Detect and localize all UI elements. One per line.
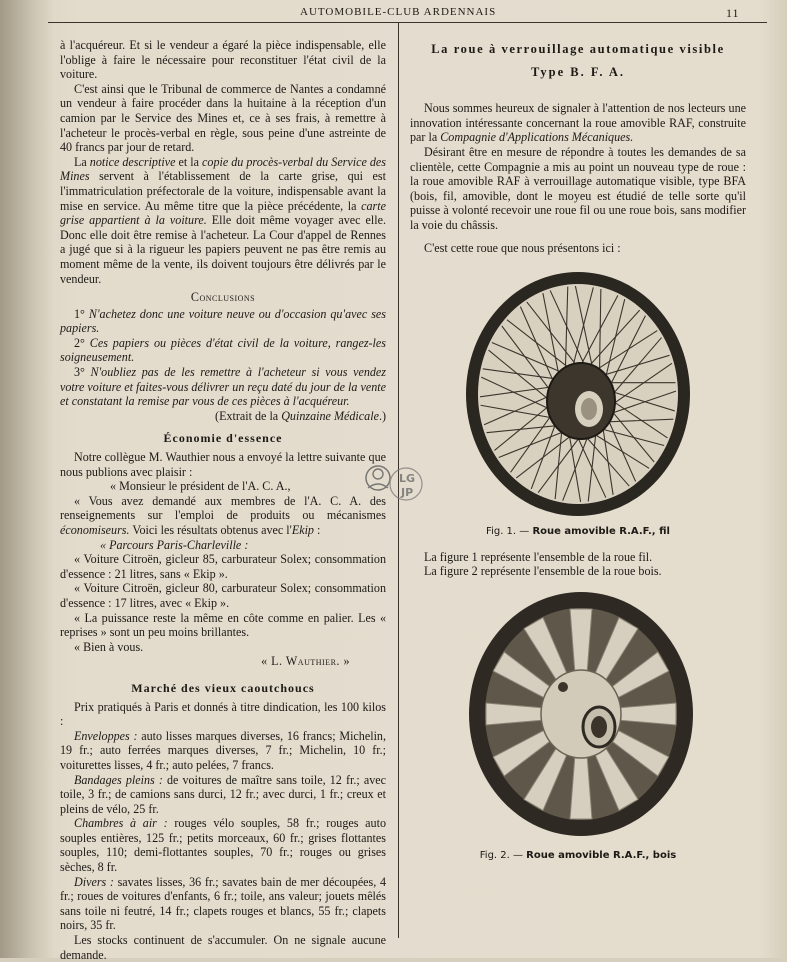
paragraph: « Voiture Citroën, gicleur 80, carburateur Solex; consommation d'essence : 17 litres, avec « Ekip ». <box>60 581 386 610</box>
conclusion-item: 2° Ces papiers ou pièces d'état civil de la voiture, rangez-les soigneusement. <box>60 336 386 365</box>
article-title: La roue à verrouillage automatique visible <box>410 42 746 57</box>
paragraph: Désirant être en mesure de répondre à toutes les demandes de sa clientèle, cette Compagnie a mis au point un nouveau type de roue : la roue amovible RAF à verrouillage automatique visible, type BFA (bois, fil, amovible, dont le moyeu est étudié de telle sorte qu'il puisse à volonté recevoir une roue fil ou une roue bois, sans modifier la voie du châssis. <box>410 145 746 233</box>
paragraph: à l'acquéreur. Et si le vendeur a égaré la pièce indispensable, elle l'oblige à faire le nécessaire pour reconstituer l'état civil de la voiture. <box>60 38 386 82</box>
wire-wheel-photo <box>463 269 693 519</box>
page-number: 11 <box>726 6 740 21</box>
conclusion-item: 1° N'achetez donc une voiture neuve ou d'occasion qu'avec ses papiers. <box>60 307 386 336</box>
paragraph: « Vous avez demandé aux membres de l'A. C. A. des renseignements sur l'emploi de produits ou mécanismes économiseurs. Voici les résultats obtenus avec l'Ekip : <box>60 494 386 538</box>
paragraph: Les stocks continuent de s'accumuler. On ne signale aucune demande. <box>60 933 386 962</box>
figure-description: La figure 2 représente l'ensemble de la roue bois. <box>424 564 746 579</box>
letter-signature: « L. Wauthier. » <box>60 654 386 669</box>
price-list-item: Bandages pleins : de voitures de maître sans toile, 12 fr.; avec toile, 3 fr.; de camions sans durci, 12 fr.; avec durci, 1 fr.; creux et pleins de vélo, 25 fr. <box>60 773 386 817</box>
paragraph: C'est ainsi que le Tribunal de commerce de Nantes a condamné un vendeur à faire procéder dans la huitaine à la réception d'un camion par le Service des Mines et, ce à ses frais, à remettre à l'acheteur le procès-verbal en règle, sous peine d'une astreinte de 40 francs par jour de retard. <box>60 82 386 155</box>
header-title: AUTOMOBILE-CLUB ARDENNAIS <box>300 6 496 18</box>
paragraph: « Bien à vous. <box>60 640 386 655</box>
conclusions-heading: Conclusions <box>60 290 386 305</box>
figure-2-caption: Fig. 2. — Roue amovible R.A.F., bois <box>410 849 746 864</box>
paragraph: C'est cette roue que nous présentons ici : <box>410 241 746 256</box>
price-list-item: Enveloppes : auto lisses marques diverses, 16 francs; Michelin, 19 fr.; auto ferrées marques diverses, 7 fr.; Michelin, 10 fr.; voiturettes lisses, 4 fr.; auto pelées, 7 francs. <box>60 729 386 773</box>
article-subtitle: Type B. F. A. <box>410 65 746 80</box>
paragraph: La notice descriptive et la copie du procès-verbal du Service des Mines servent à l'établissement de la carte grise, qui est l'immatriculation préfectorale de la voiture, indispensable avant la mise en service. Au même titre que la pièce précédente, la carte grise appartient à la voiture. Elle doit même voyager avec elle. Donc elle doit être remise à l'acheteur. La Cour d'appel de Rennes a jugé que si à la rigueur les papiers peuvent ne pas être remis au moment même de la vente, ils doivent toujours être délivrés par le vendeur. <box>60 155 386 286</box>
section-heading-marche: Marché des vieux caoutchoucs <box>60 681 386 696</box>
figure-1-caption: Fig. 1. — Roue amovible R.A.F., fil <box>410 525 746 540</box>
paragraph: Nous sommes heureux de signaler à l'attention de nos lecteurs une innovation intéressante concernant la roue amovible RAF, construite par la Compagnie d'Applications Mécaniques. <box>410 101 746 145</box>
source-citation: (Extrait de la Quinzaine Médicale.) <box>60 409 386 424</box>
svg-text:JP: JP <box>400 486 413 499</box>
binding-shadow <box>0 0 54 958</box>
paragraph: « La puissance reste la même en côte comme en palier. Les « reprises » sont un peu moins brillantes. <box>60 611 386 640</box>
section-heading-economie: Économie d'essence <box>60 431 386 446</box>
left-column <box>60 38 386 962</box>
svg-text:LG: LG <box>399 472 415 485</box>
figure-description: La figure 1 représente l'ensemble de la roue fil. <box>424 550 746 565</box>
header-rule <box>48 22 767 23</box>
running-header <box>0 4 787 22</box>
paragraph: « Voiture Citroën, gicleur 85, carburateur Solex; consommation d'essence : 21 litres, sans « Ekip ». <box>60 552 386 581</box>
paragraph: « Parcours Paris-Charleville : <box>60 538 386 553</box>
paragraph: Notre collègue M. Wauthier nous a envoyé la lettre suivante que nous publions avec plaisir : <box>60 450 386 479</box>
right-column <box>410 38 746 874</box>
price-list-item: Chambres à air : rouges vélo souples, 58 fr.; rouges auto souples entières, 125 fr.; petits morceaux, 60 fr.; grises flottantes souples, 110; demi-flottantes souples, 70 fr.; rouges ou grises sèches, 8 fr. <box>60 816 386 874</box>
wooden-wheel-photo <box>463 589 693 839</box>
price-list-item: Divers : savates lisses, 36 fr.; savates bain de mer découpées, 4 fr.; roues de voitures d'enfants, 6 fr.; toile, ans valeur; jouets mêlés sans toile ni feutré, 14 fr.; clapets rouges et blancs, 55 fr.; clapets noirs, 35 fr. <box>60 875 386 933</box>
paragraph: Prix pratiqués à Paris et donnés à titre dindication, les 100 kilos : <box>60 700 386 729</box>
letter-salutation: « Monsieur le président de l'A. C. A., <box>60 479 386 494</box>
conclusion-item: 3° N'oubliez pas de les remettre à l'acheteur si vous vendez votre voiture et faites-vous délivrer un reçu daté du jour de la vente et constatant la remise par vous de ces pièces à l'acquéreur. <box>60 365 386 409</box>
